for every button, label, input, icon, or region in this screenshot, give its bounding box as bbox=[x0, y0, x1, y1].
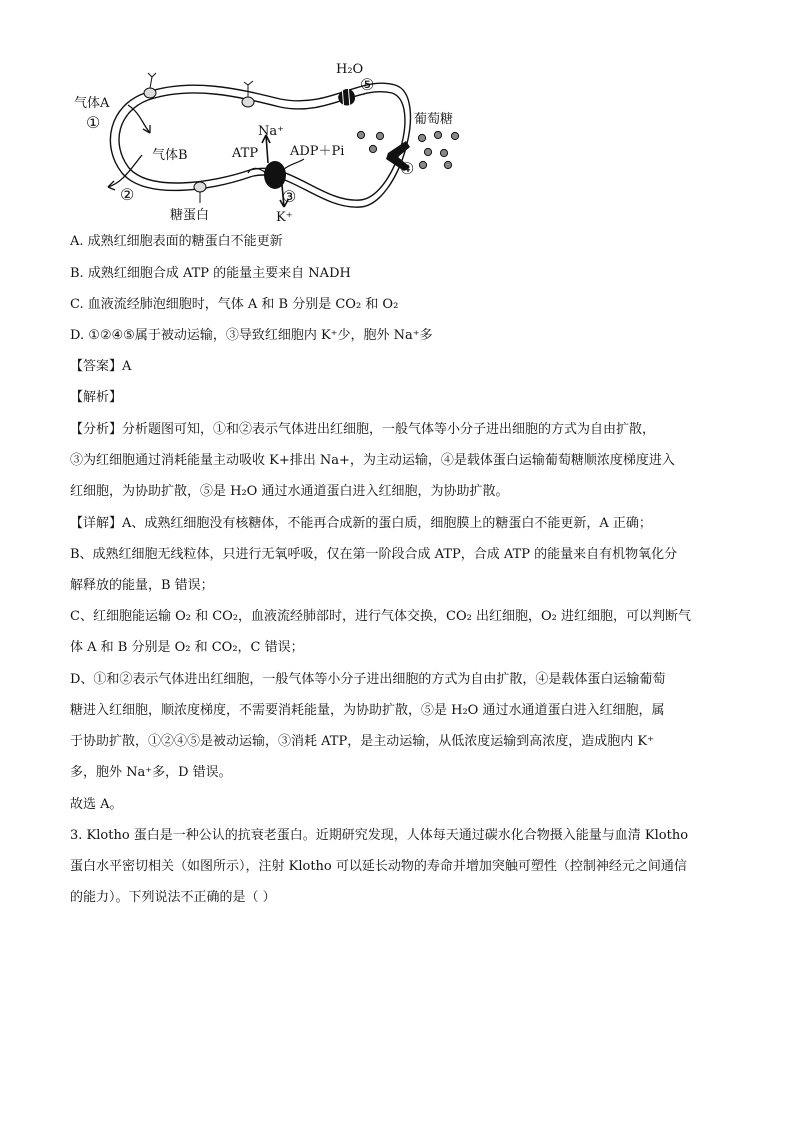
option-b: B. 成熟红细胞合成 ATP 的能量主要来自 NADH bbox=[70, 266, 351, 281]
atp-label: ATP bbox=[232, 146, 259, 161]
gas-a-arrow bbox=[128, 105, 150, 133]
analysis-line-1: 【分析】分析题图可知，①和②表示气体进出红细胞，一般气体等小分子进出细胞的方式为自由扩散， bbox=[70, 422, 656, 437]
glycoprotein-bottom bbox=[194, 182, 206, 203]
red-blood-cell-diagram bbox=[70, 55, 490, 235]
detail-line-8: 于协助扩散，①②④⑤是被动运输，③消耗 ATP，是主动运输，从低浓度运输到高浓度，造成胞内 K⁺ bbox=[70, 734, 654, 749]
conclusion: 故选 A。 bbox=[70, 797, 123, 812]
option-c: C. 血液流经肺泡细胞时，气体 A 和 B 分别是 CO₂ 和 O₂ bbox=[70, 297, 399, 312]
question-3-line-2: 蛋白水平密切相关（如图所示），注射 Klotho 可以延长动物的寿命并增加突触可塑性（控制神经元之间通信 bbox=[70, 859, 687, 874]
glycoprotein-top-left bbox=[144, 73, 156, 98]
analysis-title: 【解析】 bbox=[70, 390, 123, 405]
water-label: H₂O bbox=[336, 62, 364, 77]
question-3-line-1: 3. Klotho 蛋白是一种公认的抗衰老蛋白。近期研究发现，人体每天通过碳水化合物摄入能量与血清 Klotho bbox=[70, 828, 689, 843]
glycoprotein-label: 糖蛋白 bbox=[170, 208, 210, 223]
detail-line-7: 糖进入红细胞，顺浓度梯度，不需要消耗能量，为协助扩散，⑤是 H₂O 通过水通道蛋白进入红细胞，属 bbox=[70, 703, 665, 718]
detail-line-3: 解释放的能量，B 错误； bbox=[70, 578, 214, 593]
water-channel-protein bbox=[338, 83, 355, 111]
k-label: K⁺ bbox=[276, 210, 293, 225]
detail-line-6: D、①和②表示气体进出红细胞，一般气体等小分子进出细胞的方式为自由扩散，④是载体蛋白运输葡萄 bbox=[70, 672, 666, 687]
na-label: Na⁺ bbox=[258, 124, 284, 139]
detail-line-1: 【详解】A、成熟红细胞没有核糖体，不能再合成新的蛋白质，细胞膜上的糖蛋白不能更新，A 正确； bbox=[70, 516, 652, 531]
marker-5: ⑤ bbox=[360, 75, 375, 94]
answer: 【答案】A bbox=[70, 359, 132, 374]
marker-3: ③ bbox=[282, 187, 297, 206]
detail-line-5: 体 A 和 B 分别是 O₂ 和 CO₂，C 错误； bbox=[70, 640, 304, 655]
glycoprotein-top-middle bbox=[242, 81, 254, 107]
analysis-line-3: 红细胞，为协助扩散，⑤是 H₂O 通过水通道蛋白进入红细胞，为协助扩散。 bbox=[70, 484, 509, 499]
question-3-line-3: 的能力）。下列说法不正确的是（ ） bbox=[70, 890, 276, 905]
detail-line-2: B、成熟红细胞无线粒体，只进行无氧呼吸，仅在第一阶段合成 ATP，合成 ATP 的能量来自有机物氧化分 bbox=[70, 547, 678, 562]
cell-membrane-svg bbox=[70, 55, 490, 235]
analysis-line-2: ③为红细胞通过消耗能量主动吸收 K+排出 Na+，为主动运输，④是载体蛋白运输葡萄糖顺浓度梯度进入 bbox=[70, 453, 675, 468]
marker-2: ② bbox=[120, 185, 135, 204]
gas-a-label: 气体A bbox=[74, 96, 110, 111]
cell-membrane-inner bbox=[119, 92, 405, 200]
detail-line-4: C、红细胞能运输 O₂ 和 CO₂，血液流经肺部时，进行气体交换，CO₂ 出红细胞，O₂ 进红细胞，可以判断气 bbox=[70, 609, 691, 624]
marker-1: ① bbox=[86, 113, 101, 132]
gas-b-label: 气体B bbox=[152, 148, 188, 163]
adp-pi-label: ADP＋Pi bbox=[290, 144, 345, 159]
marker-4: ④ bbox=[400, 159, 415, 178]
option-d: D. ①②④⑤属于被动运输，③导致红细胞内 K⁺少，胞外 Na⁺多 bbox=[70, 328, 433, 343]
option-a: A. 成熟红细胞表面的糖蛋白不能更新 bbox=[70, 234, 283, 249]
detail-line-9: 多，胞外 Na⁺多，D 错误。 bbox=[70, 765, 232, 780]
glucose-label: 葡萄糖 bbox=[414, 112, 454, 127]
